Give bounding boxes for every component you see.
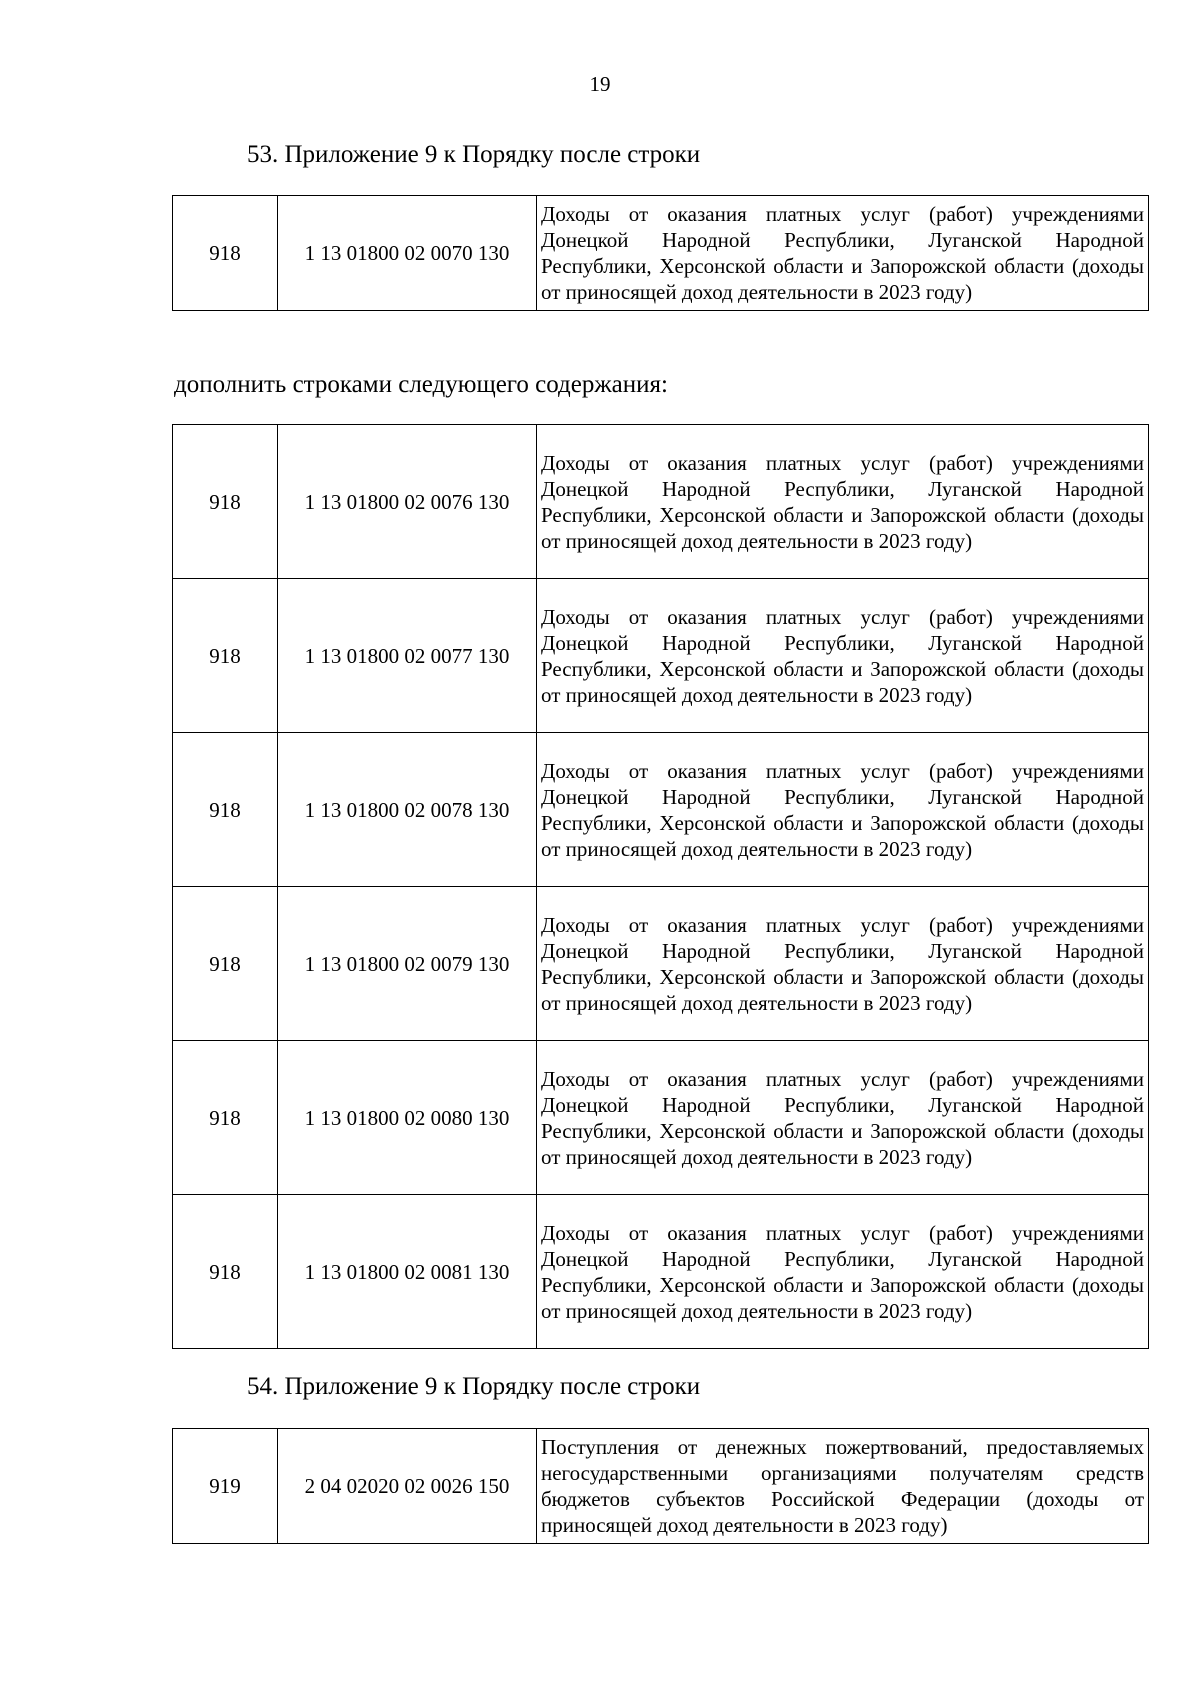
section-54-heading: 54. Приложение 9 к Порядку после строки xyxy=(247,1373,701,1400)
admin-code-cell: 918 xyxy=(173,887,278,1041)
section-53-heading: 53. Приложение 9 к Порядку после строки xyxy=(247,141,701,168)
table-row xyxy=(173,425,1149,579)
table-row xyxy=(173,1429,1149,1544)
income-name-cell: Доходы от оказания платных услуг (работ) учреждениями Донецкой Народной Республики, Луганской Народной Республики, Херсонской области и Запорожской области (доходы от приносящей доход деятельности в 2023 году) xyxy=(537,733,1149,887)
table-row xyxy=(173,579,1149,733)
income-name-cell: Доходы от оказания платных услуг (работ) учреждениями Донецкой Народной Республики, Луганской Народной Республики, Херсонской области и Запорожской области (доходы от приносящей доход деятельности в 2023 году) xyxy=(537,1041,1149,1195)
kbk-code-cell: 1 13 01800 02 0081 130 xyxy=(278,1195,537,1349)
table-row xyxy=(173,196,1149,311)
income-name-cell: Доходы от оказания платных услуг (работ) учреждениями Донецкой Народной Республики, Луганской Народной Республики, Херсонской области и Запорожской области (доходы от приносящей доход деятельности в 2023 году) xyxy=(537,579,1149,733)
income-name-cell: Доходы от оказания платных услуг (работ) учреждениями Донецкой Народной Республики, Луганской Народной Республики, Херсонской области и Запорожской области (доходы от приносящей доход деятельности в 2023 году) xyxy=(537,887,1149,1041)
income-name-cell: Доходы от оказания платных услуг (работ) учреждениями Донецкой Народной Республики, Луганской Народной Республики, Херсонской области и Запорожской области (доходы от приносящей доход деятельности в 2023 году) xyxy=(537,425,1149,579)
table-row xyxy=(173,1041,1149,1195)
kbk-code-cell: 1 13 01800 02 0078 130 xyxy=(278,733,537,887)
admin-code-cell: 918 xyxy=(173,733,278,887)
admin-code-cell: 918 xyxy=(173,1195,278,1349)
income-name-cell: Доходы от оказания платных услуг (работ) учреждениями Донецкой Народной Республики, Луганской Народной Республики, Херсонской области и Запорожской области (доходы от приносящей доход деятельности в 2023 году) xyxy=(537,196,1149,311)
kbk-code-cell: 2 04 02020 02 0026 150 xyxy=(278,1429,537,1544)
admin-code-cell: 918 xyxy=(173,425,278,579)
kbk-code-cell: 1 13 01800 02 0077 130 xyxy=(278,579,537,733)
table-row xyxy=(173,733,1149,887)
kbk-code-cell: 1 13 01800 02 0070 130 xyxy=(278,196,537,311)
admin-code-cell: 919 xyxy=(173,1429,278,1544)
section-54-reference-table xyxy=(172,1428,1149,1544)
table-row xyxy=(173,887,1149,1041)
kbk-code-cell: 1 13 01800 02 0080 130 xyxy=(278,1041,537,1195)
section-53-reference-table xyxy=(172,195,1149,311)
kbk-code-cell: 1 13 01800 02 0076 130 xyxy=(278,425,537,579)
admin-code-cell: 918 xyxy=(173,1041,278,1195)
supplement-text: дополнить строками следующего содержания: xyxy=(174,371,668,398)
admin-code-cell: 918 xyxy=(173,579,278,733)
admin-code-cell: 918 xyxy=(173,196,278,311)
income-name-cell: Поступления от денежных пожертвований, предоставляемых негосударственными организациями получателям средств бюджетов субъектов Российской Федерации (доходы от приносящей доход деятельности в 2023 году) xyxy=(537,1429,1149,1544)
income-name-cell: Доходы от оказания платных услуг (работ) учреждениями Донецкой Народной Республики, Луганской Народной Республики, Херсонской области и Запорожской области (доходы от приносящей доход деятельности в 2023 году) xyxy=(537,1195,1149,1349)
page-number: 19 xyxy=(589,72,611,96)
section-53-new-rows-table xyxy=(172,424,1149,1349)
table-row xyxy=(173,1195,1149,1349)
kbk-code-cell: 1 13 01800 02 0079 130 xyxy=(278,887,537,1041)
